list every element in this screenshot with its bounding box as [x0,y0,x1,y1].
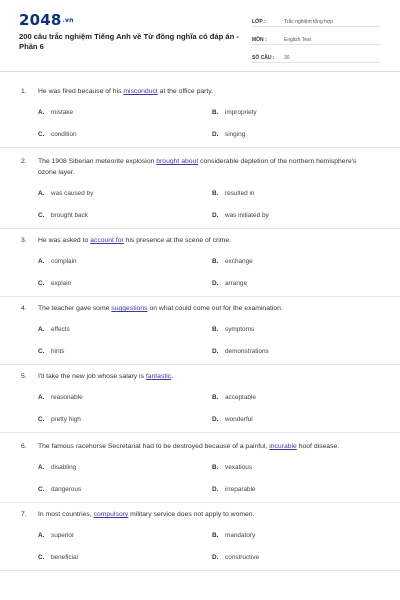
option-text: resulted in [225,190,255,197]
answer-option[interactable] [212,394,256,401]
option-letter: D. [212,554,219,561]
question-7 [0,503,400,571]
option-letter: A. [38,394,45,401]
option-text: exchange [225,258,253,265]
option-text: arrange [225,280,248,287]
option-letter: D. [212,212,219,219]
question-number: 2. [21,158,27,165]
option-text: disabling [51,464,77,471]
underlined-keyword: account for [90,237,124,244]
meta-label: MÔN : [252,37,267,43]
option-text: wonderful [225,416,253,423]
answer-option[interactable] [212,554,259,561]
question-stem [0,156,400,178]
question-number: 5. [21,373,27,380]
underlined-keyword: incurable [269,443,297,450]
answer-option[interactable] [212,416,253,423]
option-text: constructive [225,554,260,561]
option-text: pretty high [51,416,81,423]
option-letter: C. [38,280,45,287]
question-text: He was fired because of his [38,88,124,95]
question-text: . [171,373,174,380]
option-text: brought back [51,212,88,219]
answer-option[interactable] [38,554,78,561]
underlined-keyword: compulsory [93,511,129,518]
meta-info [252,14,380,68]
question-stem [0,371,400,382]
meta-row-count [252,50,380,63]
option-letter: C. [38,486,45,493]
option-text: explain [51,280,72,287]
question-1 [0,82,400,148]
question-text: The famous racehorse Secretariat had to be destroyed because of a painful, [38,443,270,450]
question-number: 7. [21,511,27,518]
meta-label: SỐ CÂU : [252,55,275,61]
option-text: condition [51,131,77,138]
question-text: hoof disease. [296,443,340,450]
answer-option[interactable] [38,348,65,355]
option-text: vexatious [225,464,252,471]
option-letter: B. [212,394,219,401]
answer-options [0,524,400,570]
answer-option[interactable] [212,109,257,116]
question-5 [0,365,400,433]
logo-suffix: .vn [62,17,74,24]
option-text: beneficial [51,554,79,561]
option-text: singing [225,131,246,138]
option-text: was caused by [51,190,94,197]
answer-options [0,318,400,364]
question-stem [0,235,400,246]
answer-option[interactable] [38,486,81,493]
question-number: 3. [21,237,27,244]
site-logo[interactable] [19,13,74,28]
option-letter: D. [212,486,219,493]
answer-options [0,182,400,228]
option-letter: C. [38,554,45,561]
answer-options [0,101,400,147]
answer-options [0,250,400,296]
question-6 [0,433,400,503]
option-text: hints [51,348,65,355]
option-text: reasonable [51,394,83,401]
option-text: impropriety [225,109,257,116]
answer-option[interactable] [38,190,93,197]
meta-value: 30 [284,55,290,61]
answer-option[interactable] [38,131,77,138]
answer-option[interactable] [212,212,269,219]
underlined-keyword: misconduct [123,88,158,95]
answer-option[interactable] [38,258,77,265]
question-text: I'll take the new job whose salary is [38,373,146,380]
meta-value: English Test [284,37,311,43]
option-letter: D. [212,280,219,287]
question-number: 4. [21,305,27,312]
option-text: superior [51,532,75,539]
header-divider [0,71,400,72]
question-text: his presence at the scene of crime. [123,237,232,244]
option-letter: B. [212,190,219,197]
meta-value: Trắc nghiệm tổng hợp [284,19,333,25]
answer-option[interactable] [212,464,252,471]
answer-option[interactable] [38,394,83,401]
question-text: at the office party. [157,88,214,95]
meta-row-subject [252,32,380,45]
option-letter: A. [38,258,45,265]
option-letter: B. [212,464,219,471]
meta-row-class [252,14,380,27]
question-stem [0,441,400,452]
question-number: 6. [21,443,27,450]
option-letter: C. [38,131,45,138]
question-list [0,82,400,571]
question-text: military service does not apply to women. [128,511,255,518]
question-text: In most countries, [38,511,94,518]
option-letter: B. [212,326,219,333]
option-letter: B. [212,532,219,539]
question-4 [0,297,400,365]
option-text: effects [51,326,70,333]
option-letter: D. [212,131,219,138]
answer-option[interactable] [212,131,245,138]
option-letter: D. [212,348,219,355]
question-text: considerable depletion of the northern hemisphere's ozone layer. [38,158,357,176]
option-text: complain [51,258,77,265]
question-stem [0,509,400,520]
question-number: 1. [21,88,27,95]
page-header [0,0,400,72]
answer-options [0,456,400,502]
answer-option[interactable] [212,532,255,539]
answer-options [0,386,400,432]
option-text: acceptable [225,394,256,401]
question-3 [0,229,400,297]
option-letter: A. [38,109,45,116]
option-letter: A. [38,464,45,471]
underlined-keyword: fantastic [145,373,172,380]
meta-label: LỚP : [252,19,266,25]
option-letter: A. [38,326,45,333]
option-letter: C. [38,348,45,355]
option-text: mistake [51,109,74,116]
answer-option[interactable] [212,326,254,333]
question-stem [0,86,400,97]
page-title: 200 câu trắc nghiệm Tiếng Anh về Từ đồng nghĩa có đáp án - Phần 6 [19,32,239,51]
underlined-keyword: suggestions [111,305,148,312]
answer-option[interactable] [212,348,269,355]
option-letter: D. [212,416,219,423]
option-letter: B. [212,258,219,265]
answer-option[interactable] [212,280,247,287]
option-letter: B. [212,109,219,116]
option-text: mandatory [225,532,256,539]
question-stem [0,303,400,314]
question-text: The 1908 Siberian meteorite explosion [38,158,157,165]
answer-option[interactable] [38,416,81,423]
option-letter: A. [38,190,45,197]
answer-option[interactable] [38,326,70,333]
option-text: irreparable [225,486,256,493]
option-letter: A. [38,532,45,539]
answer-option[interactable] [212,190,255,197]
answer-option[interactable] [38,280,71,287]
option-letter: C. [38,416,45,423]
question-text: He was asked to [38,237,91,244]
question-2 [0,148,400,229]
option-text: symptoms [225,326,255,333]
question-text: on what could come out for the examination. [147,305,283,312]
answer-option[interactable] [212,486,256,493]
option-text: demonstrations [225,348,269,355]
underlined-keyword: brought about [156,158,199,165]
option-letter: C. [38,212,45,219]
question-text: The teacher gave some [38,305,112,312]
answer-option[interactable] [38,532,74,539]
answer-option[interactable] [212,258,253,265]
logo-text: 2048 [19,11,62,29]
option-text: dangerous [51,486,82,493]
answer-option[interactable] [38,464,76,471]
answer-option[interactable] [38,109,73,116]
option-text: was initiated by [225,212,269,219]
answer-option[interactable] [38,212,88,219]
